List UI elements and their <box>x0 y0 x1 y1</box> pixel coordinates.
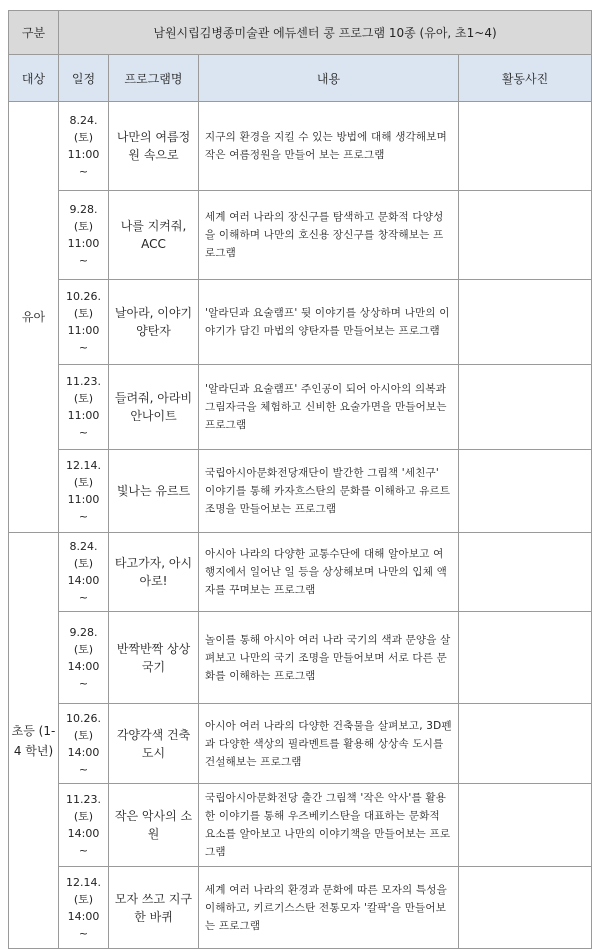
date: 11.23. <box>66 793 101 806</box>
weekday: (토) <box>73 476 94 489</box>
schedule-cell <box>59 784 109 867</box>
tilde: ~ <box>78 510 89 523</box>
table-row <box>9 450 592 533</box>
table-row <box>9 102 592 191</box>
title-row <box>9 11 592 55</box>
program-description: '알라딘과 요술램프' 뒷 이야기를 상상하며 나만의 이야기가 담긴 마법의 양탄자를 만들어보는 프로그램 <box>199 280 459 365</box>
table-row <box>9 784 592 867</box>
date: 8.24. <box>69 114 98 127</box>
time: 14:00 <box>67 659 100 673</box>
program-description: 아시아 여러 나라의 다양한 건축물을 살펴보고, 3D펜과 다양한 색상의 필라멘트를 활용해 상상속 도시를 건설해보는 프로그램 <box>199 704 459 784</box>
weekday: (토) <box>73 892 94 906</box>
tilde: ~ <box>78 676 89 690</box>
program-description: 아시아 나라의 다양한 교통수단에 대해 알아보고 여행지에서 일어난 일 등을 상상해보며 나만의 입체 액자를 꾸며보는 프로그램 <box>199 533 459 612</box>
program-name: 들려줘, 아라비안나이트 <box>109 365 199 450</box>
schedule-cell <box>59 365 109 450</box>
schedule-cell <box>59 612 109 704</box>
program-name: 타고가자, 아시아로! <box>109 533 199 612</box>
photo-header: 활동사진 <box>459 55 592 102</box>
date: 9.28. <box>69 203 98 216</box>
tilde: ~ <box>78 165 89 178</box>
table-row <box>9 191 592 280</box>
program-name: 날아라, 이야기 양탄자 <box>109 280 199 365</box>
weekday: (토) <box>73 810 94 823</box>
table-row <box>9 867 592 949</box>
time: 11:00 <box>67 148 100 161</box>
program-name: 모자 쓰고 지구 한 바퀴 <box>109 867 199 949</box>
schedule-cell <box>59 191 109 280</box>
tilde: ~ <box>78 341 89 354</box>
tilde: ~ <box>78 762 89 776</box>
program-description: 세계 여러 나라의 환경과 문화에 따른 모자의 특성을 이해하고, 키르기스스탄 전통모자 '칼팍'을 만들어보는 프로그램 <box>199 867 459 949</box>
time: 14:00 <box>67 574 100 587</box>
category-header: 구분 <box>9 11 59 55</box>
program-name: 나만의 여름정원 속으로 <box>109 102 199 191</box>
date: 10.26. <box>66 711 101 725</box>
date: 10.26. <box>66 290 101 303</box>
table-title: 남원시립김병종미술관 에듀센터 콩 프로그램 10종 (유아, 초1~4) <box>59 11 592 55</box>
tilde: ~ <box>78 591 89 604</box>
date: 9.28. <box>69 625 98 639</box>
program-name: 작은 악사의 소원 <box>109 784 199 867</box>
table-row <box>9 533 592 612</box>
weekday: (토) <box>73 728 94 742</box>
time: 11:00 <box>67 409 100 422</box>
table-row <box>9 704 592 784</box>
table-row <box>9 280 592 365</box>
target-group-elementary: 초등 (1-4 학년) <box>9 533 59 949</box>
content-header: 내용 <box>199 55 459 102</box>
column-header-row <box>9 55 592 102</box>
target-header: 대상 <box>9 55 59 102</box>
program-description: '알라딘과 요술램프' 주인공이 되어 아시아의 의복과 그림자극을 체험하고 신비한 요술가면을 만들어보는 프로그램 <box>199 365 459 450</box>
time: 11:00 <box>67 324 100 337</box>
time: 14:00 <box>67 909 100 923</box>
program-description: 세계 여러 나라의 장신구를 탐색하고 문화적 다양성을 이해하며 나만의 호신용 장신구를 창작해보는 프로그램 <box>199 191 459 280</box>
time: 11:00 <box>67 493 100 506</box>
schedule-cell <box>59 533 109 612</box>
program-table <box>8 10 592 949</box>
tilde: ~ <box>78 844 89 857</box>
weekday: (토) <box>73 642 94 656</box>
schedule-cell <box>59 450 109 533</box>
time: 11:00 <box>67 237 100 250</box>
target-group-preschool: 유아 <box>9 102 59 533</box>
date: 12.14. <box>66 875 101 889</box>
tilde: ~ <box>78 426 89 439</box>
date: 8.24. <box>69 540 98 553</box>
schedule-header: 일정 <box>59 55 109 102</box>
table-row <box>9 365 592 450</box>
program-name: 빛나는 유르트 <box>109 450 199 533</box>
weekday: (토) <box>73 557 94 570</box>
program-name: 나를 지켜줘, ACC <box>109 191 199 280</box>
date: 11.23. <box>66 375 101 388</box>
weekday: (토) <box>73 392 94 405</box>
date: 12.14. <box>66 459 101 472</box>
schedule-cell <box>59 704 109 784</box>
weekday: (토) <box>73 220 94 233</box>
program-description: 국립아시아문화전당 출간 그림책 '작은 악사'를 활용한 이야기를 통해 우즈베키스탄을 대표하는 문화적 요소를 알아보고 나만의 이야기책을 만들어보는 프로그램 <box>199 784 459 867</box>
program-name: 각양각색 건축도시 <box>109 704 199 784</box>
time: 14:00 <box>67 745 100 759</box>
time: 14:00 <box>67 827 100 840</box>
weekday: (토) <box>73 307 94 320</box>
program-description: 국립아시아문화전당재단이 발간한 그림책 '세친구' 이야기를 통해 카자흐스탄의 문화를 이해하고 유르트 조명을 만들어보는 프로그램 <box>199 450 459 533</box>
program-description: 놀이를 통해 아시아 여러 나라 국기의 색과 문양을 살펴보고 나만의 국기 조명을 만들어보며 서로 다른 문화를 이해하는 프로그램 <box>199 612 459 704</box>
program-header: 프로그램명 <box>109 55 199 102</box>
tilde: ~ <box>78 926 89 940</box>
schedule-cell <box>59 867 109 949</box>
table-row <box>9 612 592 704</box>
weekday: (토) <box>73 131 94 144</box>
tilde: ~ <box>78 254 89 267</box>
schedule-cell <box>59 280 109 365</box>
schedule-cell <box>59 102 109 191</box>
program-name: 반짝반짝 상상국기 <box>109 612 199 704</box>
program-description: 지구의 환경을 지킬 수 있는 방법에 대해 생각해보며 작은 여름정원을 만들어 보는 프로그램 <box>199 102 459 191</box>
